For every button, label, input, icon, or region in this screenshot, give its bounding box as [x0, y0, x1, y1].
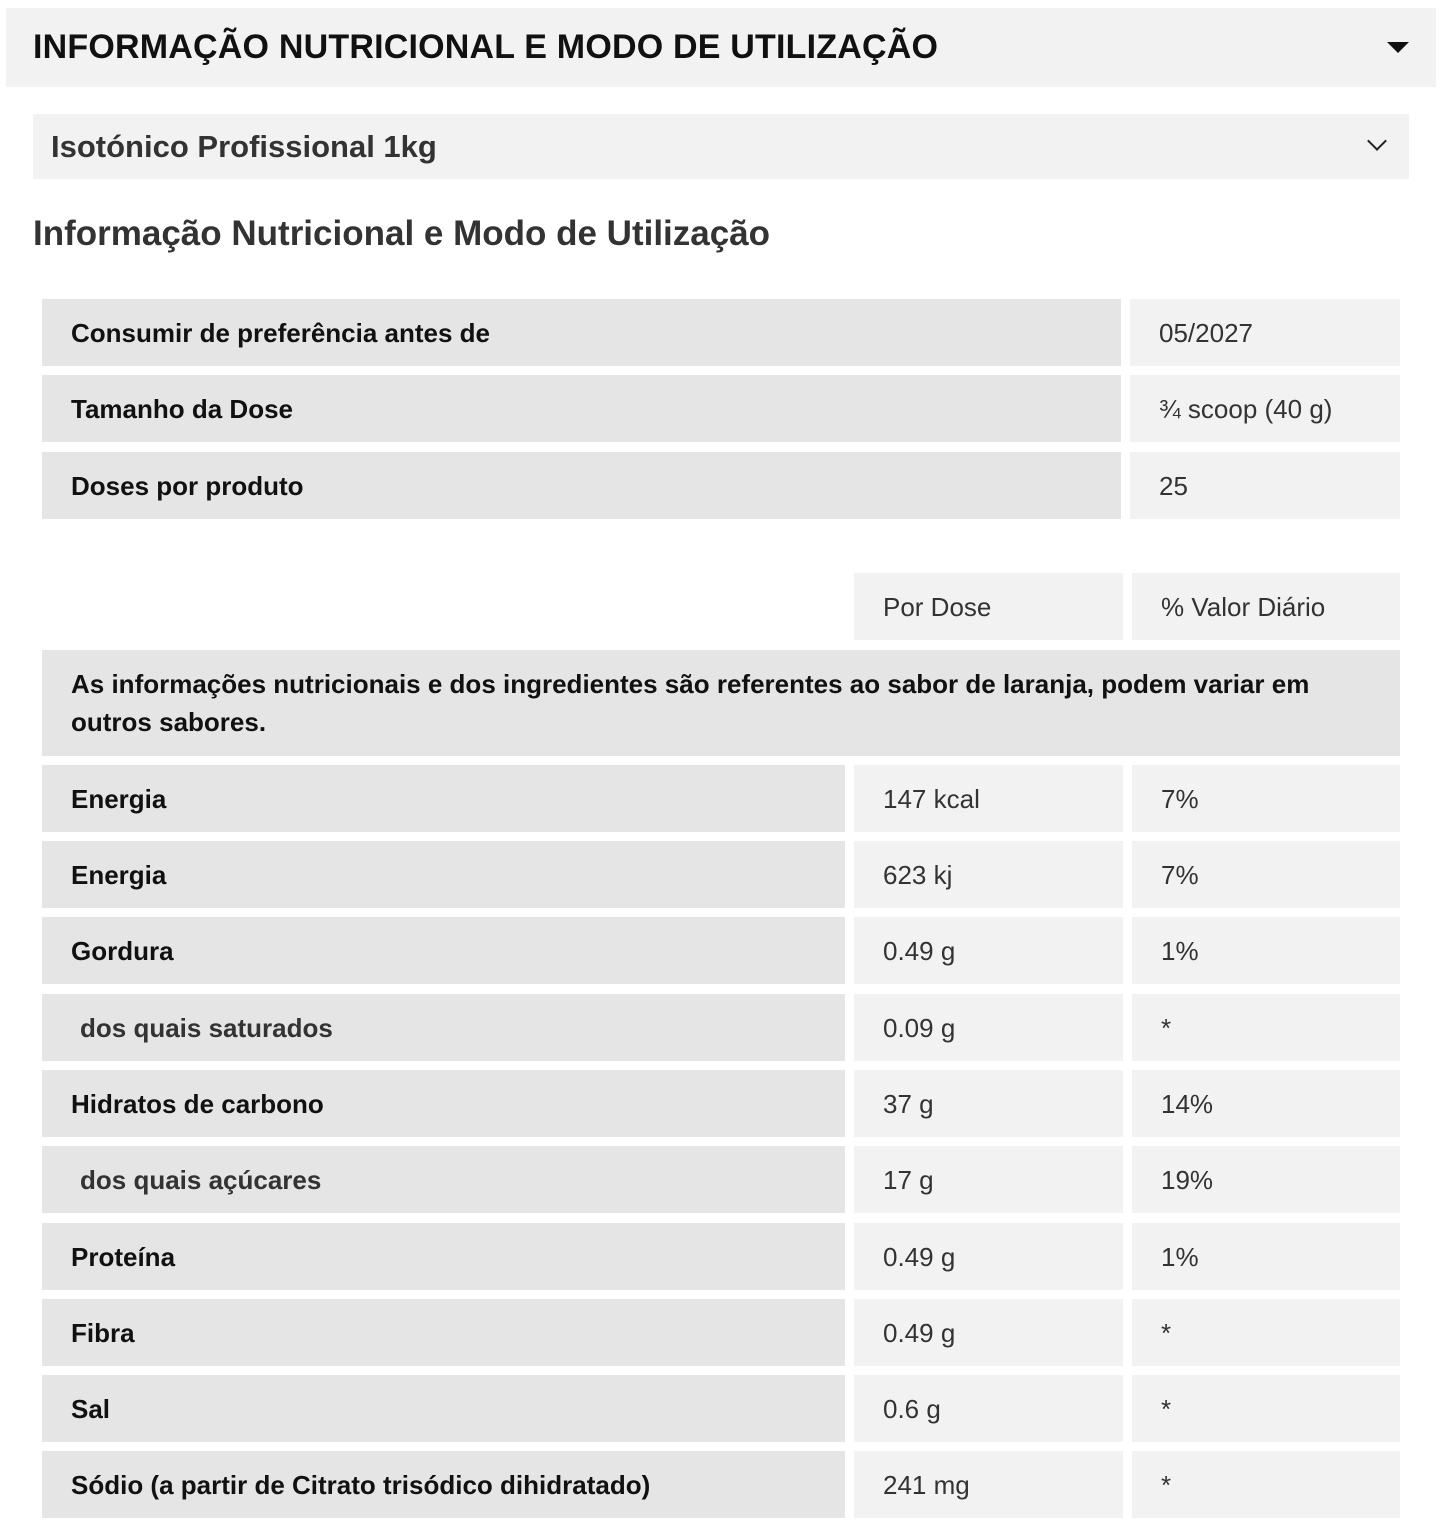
nutrient-daily-value: 19%: [1132, 1146, 1400, 1213]
nutrient-name: Gordura: [42, 917, 845, 984]
nutrient-name: Hidratos de carbono: [42, 1070, 845, 1137]
nutrient-daily-value: 14%: [1132, 1070, 1400, 1137]
caret-down-icon[interactable]: [1387, 42, 1409, 53]
nutrient-per-dose: 241 mg: [854, 1451, 1123, 1518]
header-per-dose: Por Dose: [854, 573, 1123, 640]
section-title: Informação Nutricional e Modo de Utilização: [33, 214, 771, 253]
info-value-doses-per-product: 25: [1130, 452, 1400, 519]
nutrient-per-dose: 0.49 g: [854, 1223, 1123, 1290]
nutrient-per-dose: 37 g: [854, 1070, 1123, 1137]
info-value-dose-size: ¾ scoop (40 g): [1130, 375, 1400, 442]
nutrient-name: Proteína: [42, 1223, 845, 1290]
variant-selected-value: Isotónico Profissional 1kg: [51, 128, 437, 164]
info-label-doses-per-product: Doses por produto: [42, 452, 1121, 519]
nutrient-daily-value: *: [1132, 994, 1400, 1061]
nutrient-name: Energia: [42, 765, 845, 832]
nutrient-name: Fibra: [42, 1299, 845, 1366]
nutrition-note: As informações nutricionais e dos ingredientes são referentes ao sabor de laranja, podem variar em outros sabores.: [42, 650, 1400, 756]
header-daily-value: % Valor Diário: [1132, 573, 1400, 640]
nutrient-daily-value: *: [1132, 1375, 1400, 1442]
nutrient-per-dose: 623 kj: [854, 841, 1123, 908]
nutrient-per-dose: 17 g: [854, 1146, 1123, 1213]
nutrient-name: dos quais saturados: [42, 994, 845, 1061]
nutrient-name: Sal: [42, 1375, 845, 1442]
nutrient-daily-value: 7%: [1132, 841, 1400, 908]
nutrient-per-dose: 0.09 g: [854, 994, 1123, 1061]
nutrient-name: dos quais açúcares: [42, 1146, 845, 1213]
nutrient-daily-value: *: [1132, 1451, 1400, 1518]
nutrient-daily-value: 7%: [1132, 765, 1400, 832]
nutrient-name: Sódio (a partir de Citrato trisódico dihidratado): [42, 1451, 845, 1518]
nutrient-daily-value: 1%: [1132, 1223, 1400, 1290]
nutrient-per-dose: 0.49 g: [854, 917, 1123, 984]
info-label-best-before: Consumir de preferência antes de: [42, 299, 1121, 366]
chevron-down-icon[interactable]: [1367, 131, 1387, 151]
nutrition-accordion-header[interactable]: [6, 8, 1436, 87]
nutrient-daily-value: *: [1132, 1299, 1400, 1366]
info-label-dose-size: Tamanho da Dose: [42, 375, 1121, 442]
nutrient-name: Energia: [42, 841, 845, 908]
variant-select[interactable]: [33, 114, 1409, 179]
nutrient-daily-value: 1%: [1132, 917, 1400, 984]
accordion-title: INFORMAÇÃO NUTRICIONAL E MODO DE UTILIZAÇÃO: [33, 28, 939, 66]
nutrient-per-dose: 147 kcal: [854, 765, 1123, 832]
nutrient-per-dose: 0.49 g: [854, 1299, 1123, 1366]
nutrient-per-dose: 0.6 g: [854, 1375, 1123, 1442]
info-value-best-before: 05/2027: [1130, 299, 1400, 366]
